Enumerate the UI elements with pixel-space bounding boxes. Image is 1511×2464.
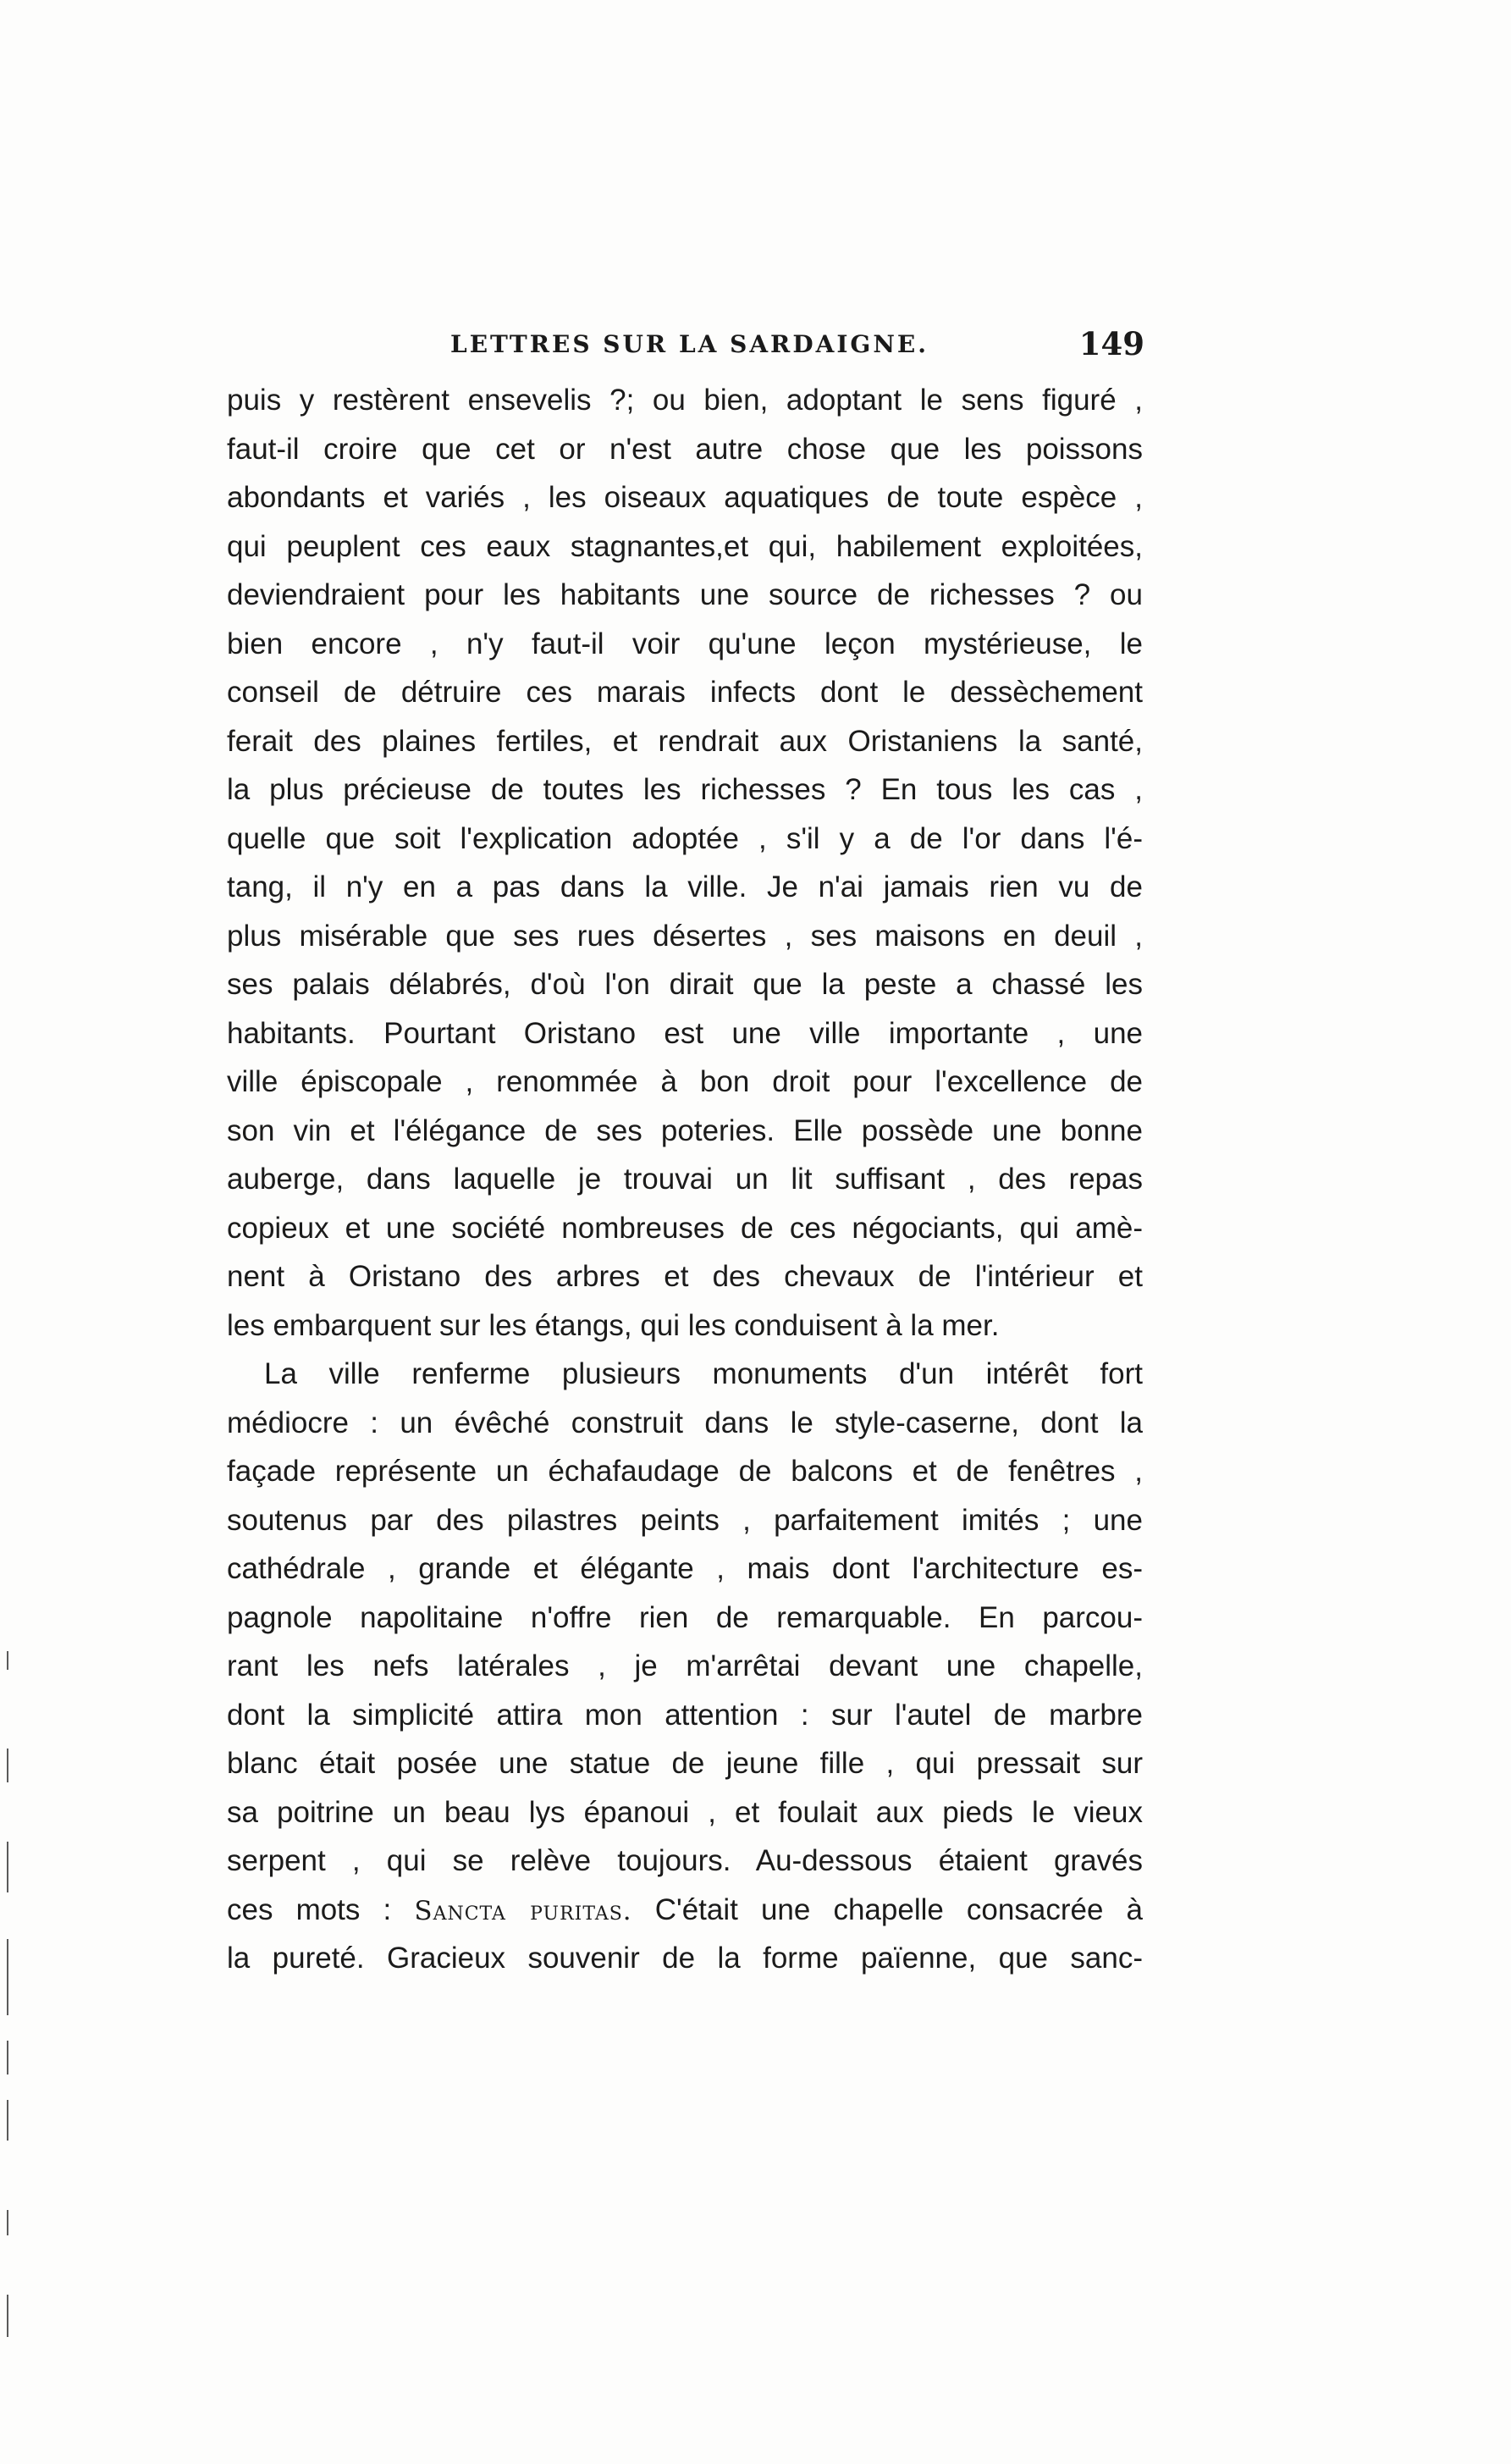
margin-scan-mark	[7, 1939, 8, 2015]
text-line: cathédrale , grande et élégante , mais dont l'architecture es-	[227, 1552, 1143, 1585]
text-line: bien encore , n'y faut-il voir qu'une leçon mystérieuse, le	[227, 627, 1143, 660]
text-line: la plus précieuse de toutes les richesses ? En tous les cas ,	[227, 773, 1143, 806]
running-head	[229, 325, 1144, 367]
text-line: deviendraient pour les habitants une source de richesses ? ou	[227, 578, 1143, 611]
text-line: blanc était posée une statue de jeune fille , qui pressait sur	[227, 1747, 1143, 1780]
margin-scan-mark	[7, 2210, 8, 2235]
text-line: auberge, dans laquelle je trouvai un lit suffisant , des repas	[227, 1163, 1143, 1196]
line-segment: ces mots :	[227, 1892, 415, 1926]
text-line: ses palais délabrés, d'où l'on dirait que la peste a chassé les	[227, 968, 1143, 1001]
text-line-inscription	[227, 1886, 1143, 1935]
text-line: serpent , qui se relève toujours. Au-dessous étaient gravés	[227, 1844, 1143, 1877]
margin-scan-mark	[7, 1651, 8, 1670]
text-line: abondants et variés , les oiseaux aquatiques de toute espèce ,	[227, 481, 1143, 514]
body-text	[227, 376, 1143, 1983]
text-line: médiocre : un évêché construit dans le style-caserne, dont la	[227, 1406, 1143, 1439]
text-line: tang, il n'y en a pas dans la ville. Je n'ai jamais rien vu de	[227, 870, 1143, 903]
text-line: qui peuplent ces eaux stagnantes,et qui, habilement exploitées,	[227, 529, 1143, 563]
text-line: conseil de détruire ces marais infects dont le dessèchement	[227, 676, 1143, 709]
text-line: les embarquent sur les étangs, qui les conduisent à la mer.	[227, 1308, 1000, 1342]
text-line: plus misérable que ses rues désertes , ses maisons en deuil ,	[227, 919, 1143, 953]
text-line: sa poitrine un beau lys épanoui , et foulait aux pieds le vieux	[227, 1795, 1143, 1829]
text-line: rant les nefs latérales , je m'arrêtai devant une chapelle,	[227, 1649, 1143, 1682]
text-line: son vin et l'élégance de ses poteries. Elle possède une bonne	[227, 1113, 1143, 1147]
text-line: quelle que soit l'explication adoptée , s'il y a de l'or dans l'é-	[227, 821, 1143, 855]
text-line: la pureté. Gracieux souvenir de la forme païenne, que sanc-	[227, 1942, 1143, 1975]
margin-scan-mark	[7, 2041, 8, 2075]
running-title: LETTRES SUR LA SARDAIGNE.	[450, 330, 929, 358]
margin-scan-mark	[7, 2100, 8, 2141]
margin-scan-mark	[7, 2295, 8, 2337]
text-line: faut-il croire que cet or n'est autre chose que les poissons	[227, 432, 1143, 466]
text-line: habitants. Pourtant Oristano est une ville importante , une	[227, 1016, 1143, 1050]
text-line: dont la simplicité attira mon attention : sur l'autel de marbre	[227, 1698, 1143, 1732]
text-line: ville épiscopale , renommée à bon droit pour l'excellence de	[227, 1065, 1143, 1098]
inscription-smallcaps: Sancta puritas.	[414, 1895, 632, 1926]
line-segment: C'était une chapelle consacrée à	[631, 1892, 1143, 1926]
text-line: façade représente un échafaudage de balcons et de fenêtres ,	[227, 1455, 1143, 1488]
text-line: ferait des plaines fertiles, et rendrait aux Oristaniens la santé,	[227, 724, 1143, 758]
paragraph-start-line: La ville renferme plusieurs monuments d'un intérêt fort	[264, 1357, 1143, 1390]
text-line: copieux et une société nombreuses de ces négociants, qui amè-	[227, 1211, 1143, 1245]
text-line: soutenus par des pilastres peints , parfaitement imités ; une	[227, 1503, 1143, 1537]
margin-scan-mark	[7, 1749, 8, 1782]
text-line: pagnole napolitaine n'offre rien de remarquable. En parcou-	[227, 1600, 1143, 1634]
margin-scan-mark	[7, 1842, 8, 1892]
text-line: nent à Oristano des arbres et des chevaux de l'intérieur et	[227, 1260, 1143, 1293]
text-line: puis y restèrent ensevelis ?; ou bien, adoptant le sens figuré ,	[227, 384, 1143, 417]
page-number: 149	[1078, 325, 1144, 362]
